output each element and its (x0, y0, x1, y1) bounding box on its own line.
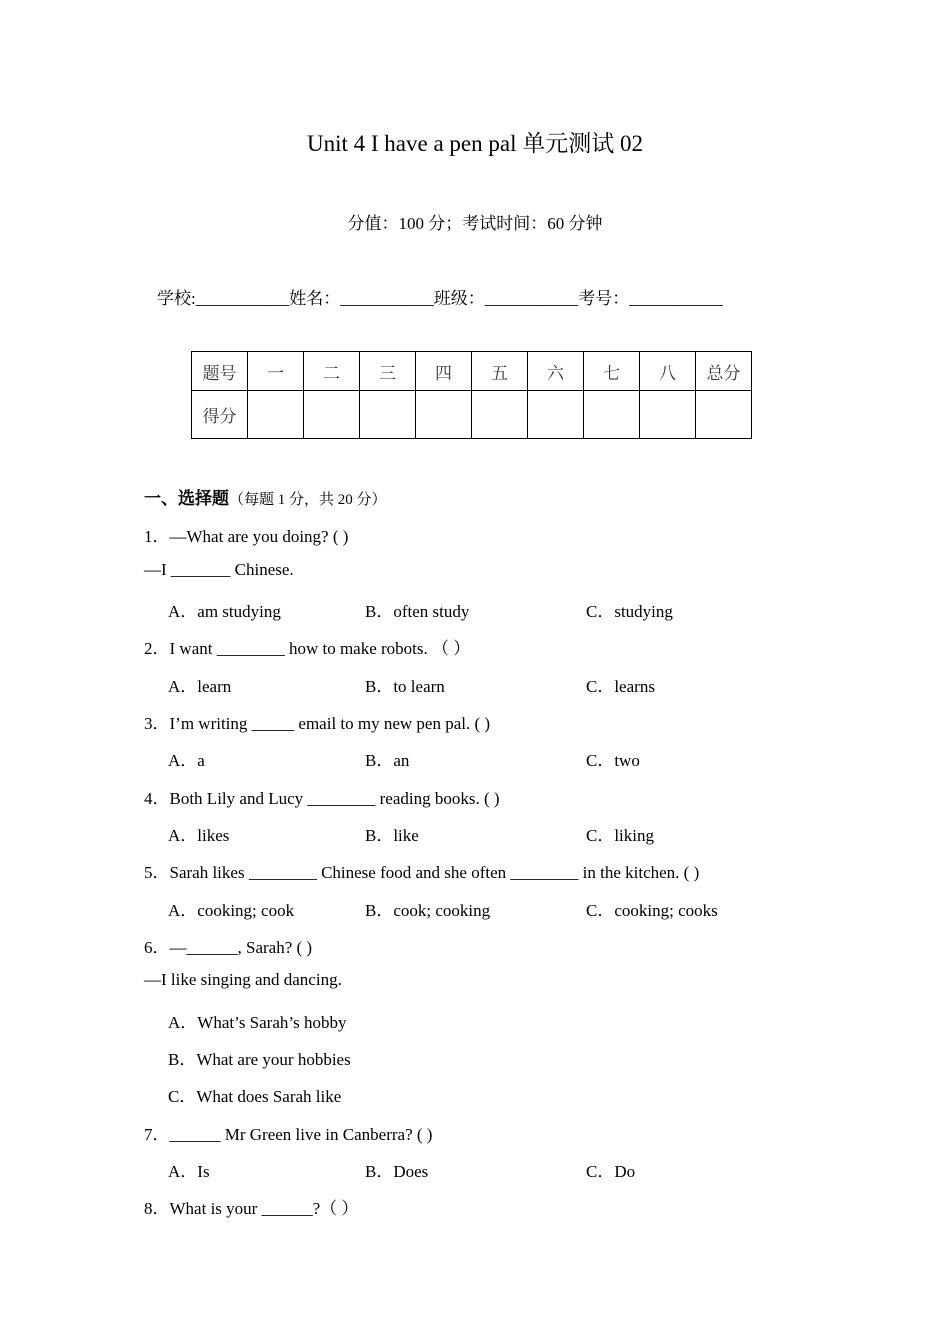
section-heading (144, 484, 387, 509)
score-cell[interactable] (584, 391, 640, 439)
score-header-cell: 题号 (192, 352, 248, 391)
option-b[interactable]: B．an (365, 751, 410, 770)
option-c[interactable]: C．learns (586, 677, 655, 696)
score-cell[interactable] (472, 391, 528, 439)
option-a[interactable]: A．Is (168, 1162, 210, 1181)
score-cell[interactable] (696, 391, 752, 439)
option-c[interactable]: C．cooking; cooks (586, 901, 718, 920)
score-table-score-row (192, 391, 752, 439)
question-stem: 6．—______, Sarah? ( ) (144, 938, 313, 957)
score-header-cell: 七 (584, 352, 640, 391)
student-info-line: 学校:___________姓名：___________班级：___________考号：___________ (157, 289, 723, 308)
question-stem: 1．—What are you doing? ( ) (144, 527, 349, 546)
score-table-header-row (192, 352, 752, 391)
question-stem: 2．I want ________ how to make robots. （ ） (144, 639, 471, 658)
score-cell[interactable] (416, 391, 472, 439)
option-a[interactable]: A．am studying (168, 602, 281, 621)
question-stem: 3．I’m writing _____ email to my new pen pal. ( ) (144, 714, 491, 733)
score-header-cell: 一 (248, 352, 304, 391)
option-a[interactable]: A．What’s Sarah’s hobby (168, 1013, 347, 1032)
score-header-cell: 四 (416, 352, 472, 391)
option-b[interactable]: B．often study (365, 602, 470, 621)
score-cell[interactable] (360, 391, 416, 439)
option-c[interactable]: C．two (586, 751, 640, 770)
option-b[interactable]: B．Does (365, 1162, 429, 1181)
option-a[interactable]: A．cooking; cook (168, 901, 295, 920)
option-b[interactable]: B．What are your hobbies (168, 1050, 351, 1069)
option-c[interactable]: C．Do (586, 1162, 636, 1181)
score-header-cell: 总分 (696, 352, 752, 391)
question-stem: 5．Sarah likes ________ Chinese food and she often ________ in the kitchen. ( ) (144, 863, 700, 882)
question-stem: 8．What is your ______?（ ） (144, 1199, 359, 1218)
question-stem: 7．______ Mr Green live in Canberra? ( ) (144, 1125, 433, 1144)
score-header-cell: 六 (528, 352, 584, 391)
option-c[interactable]: C．What does Sarah like (168, 1087, 342, 1106)
question-sub-line: —I _______ Chinese. (144, 560, 294, 579)
score-header-cell: 八 (640, 352, 696, 391)
page-title: Unit 4 I have a pen pal 单元测试 02 (307, 131, 643, 156)
section-heading-title: 一、选择题 (144, 489, 229, 508)
question-stem: 4．Both Lily and Lucy ________ reading books. ( ) (144, 789, 500, 808)
score-cell[interactable] (528, 391, 584, 439)
option-a[interactable]: A．a (168, 751, 205, 770)
option-b[interactable]: B．like (365, 826, 419, 845)
question-sub-line: —I like singing and dancing. (144, 970, 342, 989)
score-cell[interactable] (640, 391, 696, 439)
option-a[interactable]: A．likes (168, 826, 230, 845)
section-heading-note: （每题 1 分，共 20 分） (229, 492, 387, 508)
score-header-cell: 五 (472, 352, 528, 391)
score-header-cell: 二 (304, 352, 360, 391)
option-c[interactable]: C．liking (586, 826, 655, 845)
option-b[interactable]: B．cook; cooking (365, 901, 491, 920)
option-a[interactable]: A．learn (168, 677, 232, 696)
score-cell[interactable] (304, 391, 360, 439)
score-table (191, 351, 752, 439)
option-b[interactable]: B．to learn (365, 677, 445, 696)
score-cell[interactable] (248, 391, 304, 439)
exam-subtitle: 分值：100 分；考试时间：60 分钟 (347, 214, 603, 233)
score-header-cell: 三 (360, 352, 416, 391)
score-row-label: 得分 (192, 391, 248, 439)
option-c[interactable]: C．studying (586, 602, 673, 621)
